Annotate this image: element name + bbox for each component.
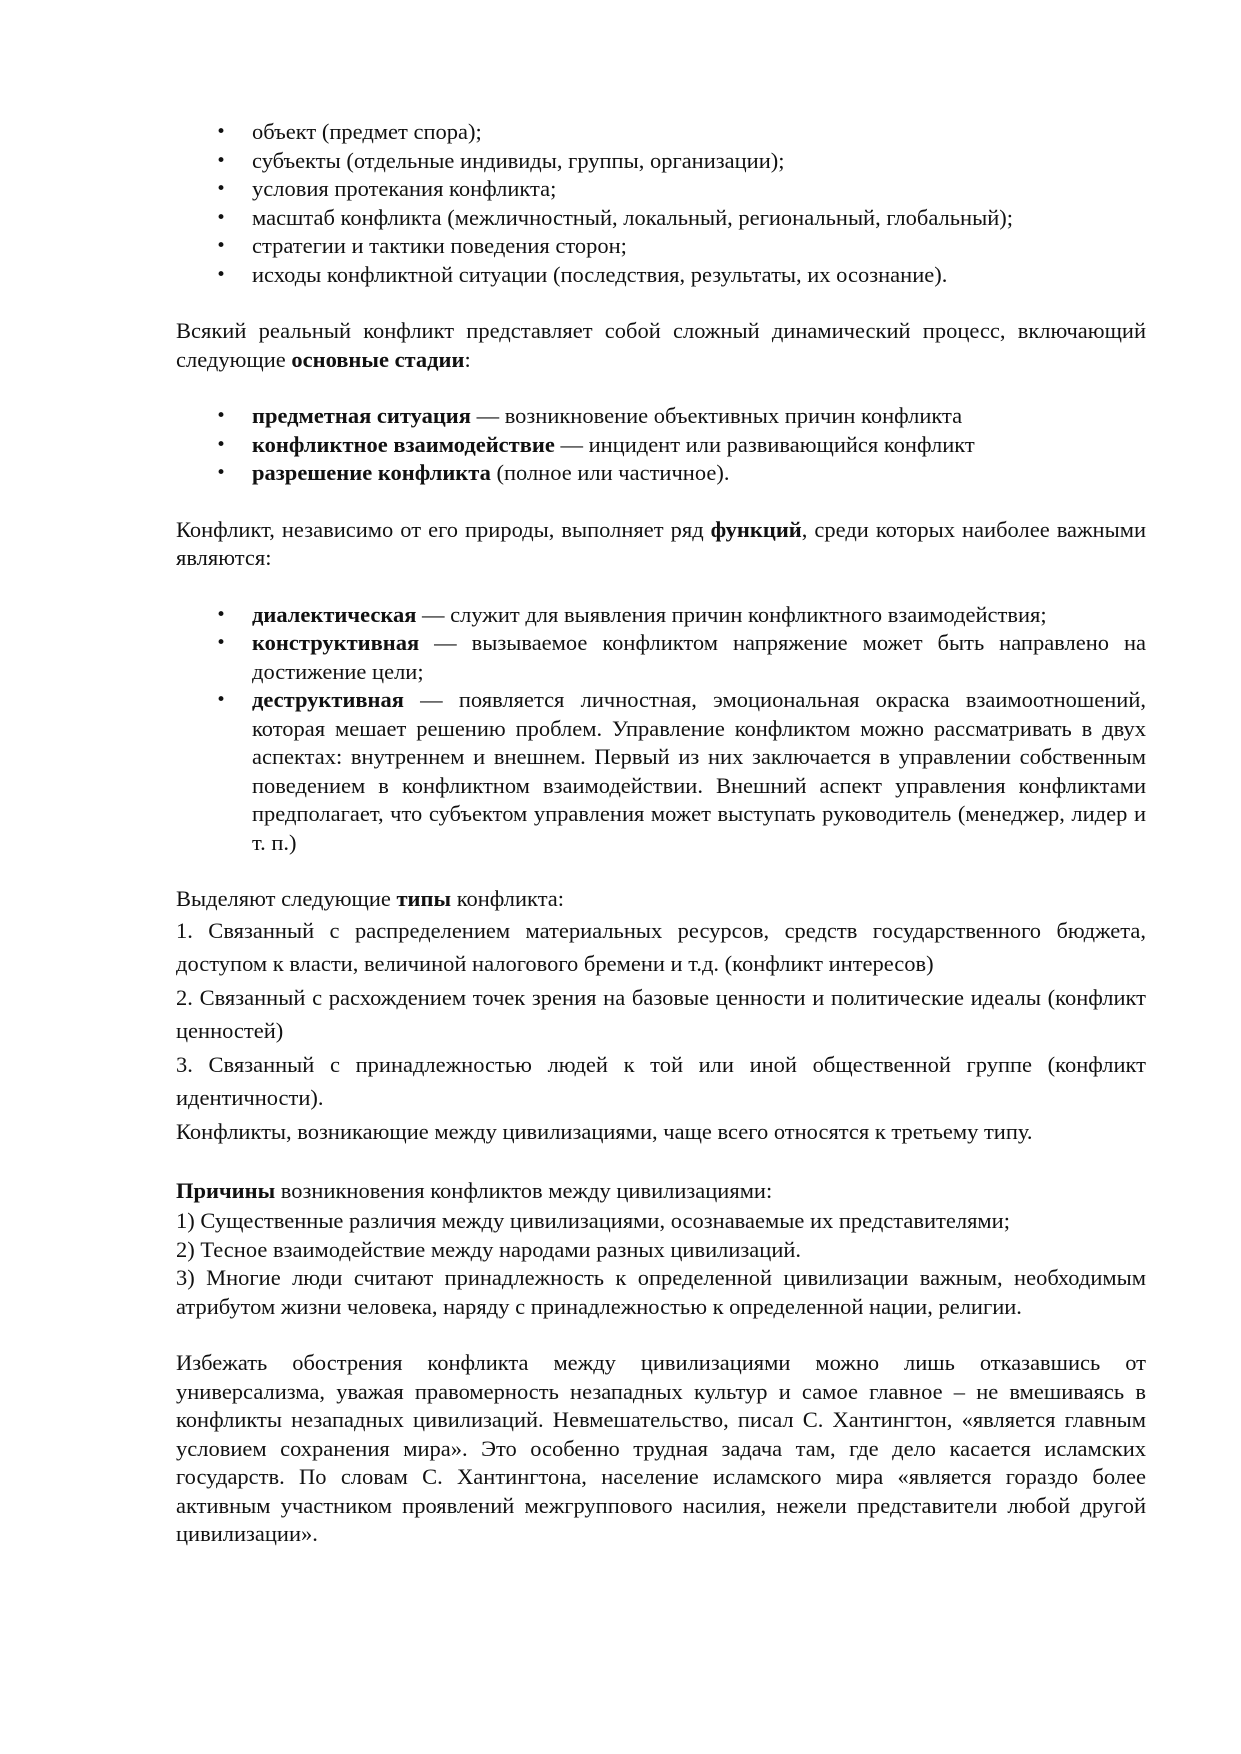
- conflict-functions-list: [176, 601, 1146, 858]
- type-summary: Конфликты, возникающие между цивилизациями, чаще всего относятся к третьему типу.: [176, 1118, 1033, 1144]
- conclusion-paragraph: Избежать обострения конфликта между цивилизациями можно лишь отказавшись от универсализма, уважая правомерность незападных культур и самое главное – не вмешиваясь в конфликты незападных цивилизаций. Невмешательство, писал С. Хантингтон, «является главным условием сохранения мира». Это особенно трудная задача там, где дело касается исламских государств. По словам С. Хантингтона, население исламского мира «является гораздо более активным участником проявлений межгруппового насилия, нежели представители любой другой цивилизации».: [176, 1350, 1146, 1546]
- conflict-types-section: [176, 885, 1146, 1148]
- cause-item: 2) Тесное взаимодействие между народами разных цивилизаций.: [176, 1236, 802, 1262]
- type-item: 3. Связанный с принадлежностью людей к той или иной общественной группе (конфликт идентичности).: [176, 1051, 1146, 1110]
- list-item: • объект (предмет спора);: [176, 118, 1146, 147]
- type-item: 1. Связанный с распределением материальных ресурсов, средств государственного бюджета, доступом к власти, величиной налогового бремени и т.д. (конфликт интересов): [176, 917, 1146, 976]
- list-item: • стратегии и тактики поведения сторон;: [176, 232, 1146, 261]
- document-page: [176, 118, 1146, 1549]
- list-item: • деструктивная — появляется личностная, эмоциональная окраска взаимоотношений, которая мешает решению проблем. Управление конфликтом можно рассматривать в двух аспектах: внутреннем и внешнем. Первый из них заключается в управлении собственным поведением в конфликтном взаимодействии. Внешний аспект управления конфликтами предполагает, что субъектом управления может выступать руководитель (менеджер, лидер и т. п.): [176, 686, 1146, 857]
- list-item: • исходы конфликтной ситуации (последствия, результаты, их осознание).: [176, 261, 1146, 290]
- conflict-stages-list: [176, 402, 1146, 488]
- types-intro-paragraph: Выделяют следующие типы конфликта:: [176, 886, 565, 911]
- stages-intro-paragraph: Всякий реальный конфликт представляет собой сложный динамический процесс, включающий следующие основные стадии:: [176, 318, 1146, 372]
- list-item: • диалектическая — служит для выявления причин конфликтного взаимодействия;: [176, 601, 1146, 630]
- cause-item: 3) Многие люди считают принадлежность к определенной цивилизации важным, необходимым атрибутом жизни человека, наряду с принадлежностью к определенной нации, религии.: [176, 1265, 1146, 1319]
- list-item: • разрешение конфликта (полное или частичное).: [176, 459, 1146, 488]
- list-item: • субъекты (отдельные индивиды, группы, организации);: [176, 147, 1146, 176]
- cause-item: 1) Существенные различия между цивилизациями, осознаваемые их представителями;: [176, 1208, 1010, 1233]
- list-item: • конфликтное взаимодействие — инцидент или развивающийся конфликт: [176, 431, 1146, 460]
- conflict-causes-section: [176, 1174, 1146, 1321]
- list-item: • предметная ситуация — возникновение объективных причин конфликта: [176, 402, 1146, 431]
- conflict-elements-list: [176, 118, 1146, 289]
- list-item: • условия протекания конфликта;: [176, 175, 1146, 204]
- list-item: • конструктивная — вызываемое конфликтом напряжение может быть направлено на достижение цели;: [176, 629, 1146, 686]
- causes-intro-paragraph: Причины возникновения конфликтов между цивилизациями:: [176, 1178, 773, 1203]
- functions-intro-paragraph: Конфликт, независимо от его природы, выполняет ряд функций, среди которых наиболее важными являются:: [176, 516, 1146, 570]
- list-item: • масштаб конфликта (межличностный, локальный, региональный, глобальный);: [176, 204, 1146, 233]
- type-item: 2. Связанный с расхождением точек зрения на базовые ценности и политические идеалы (конфликт ценностей): [176, 984, 1146, 1043]
